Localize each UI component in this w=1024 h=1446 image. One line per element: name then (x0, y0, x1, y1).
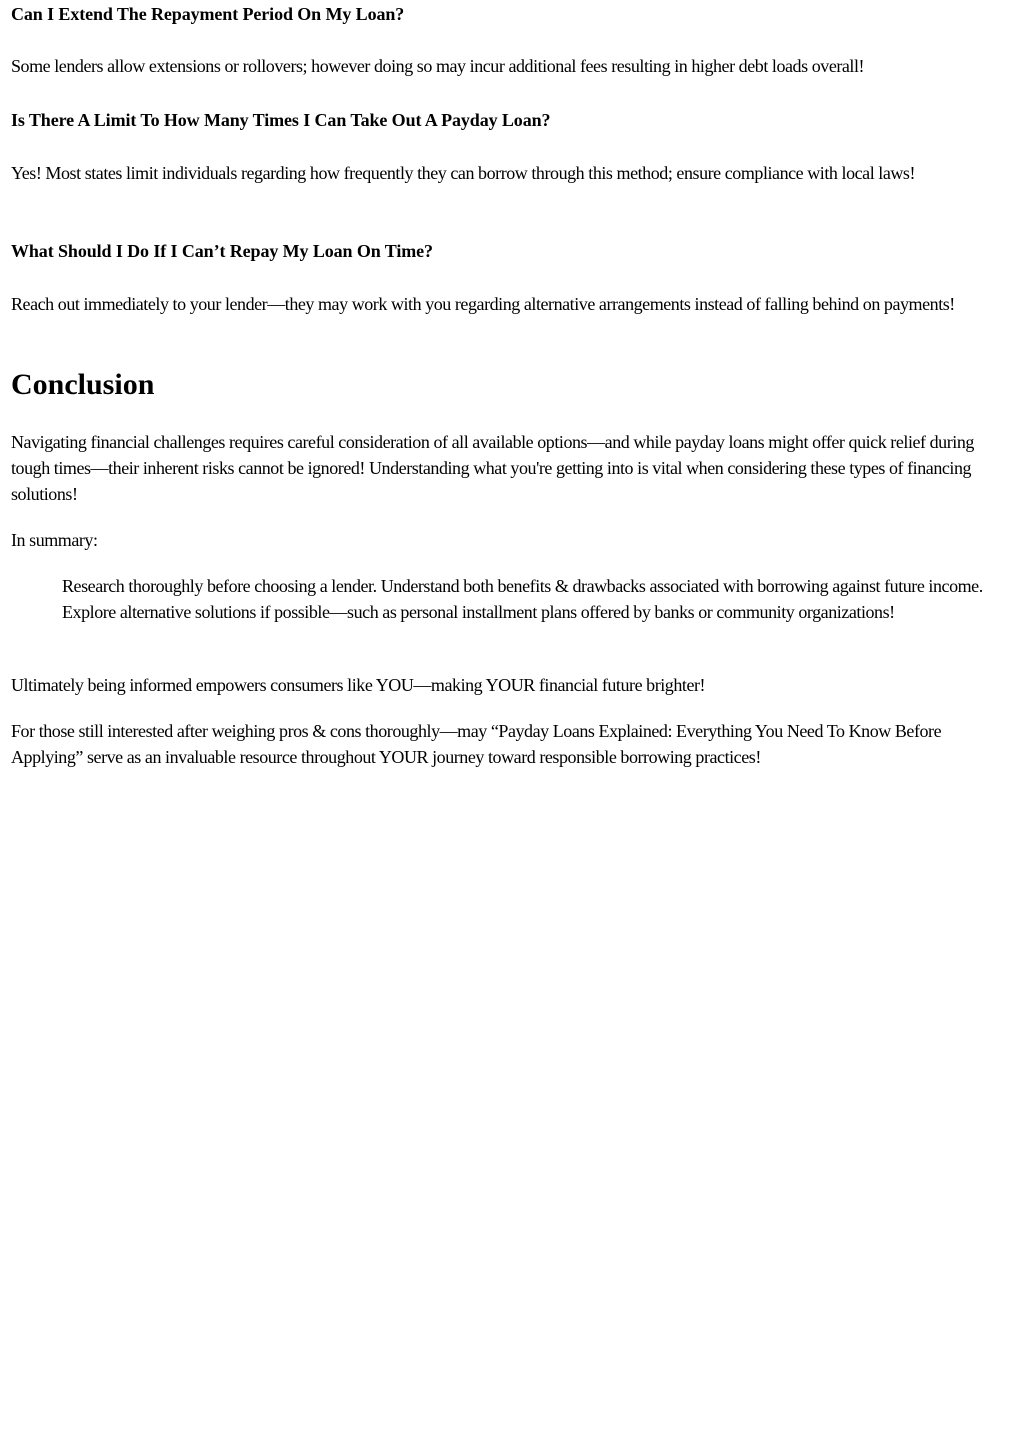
summary-quote: Research thoroughly before choosing a lender. Understand both benefits & drawbacks associated with borrowing against future income. Explore alternative solutions if possible—such as personal installment plans offered by banks or community organizations! (62, 576, 983, 622)
conclusion-heading: Conclusion (11, 368, 155, 401)
faq-question-cant-repay: What Should I Do If I Can’t Repay My Loan On Time? (11, 241, 433, 261)
summary-label: In summary: (11, 530, 98, 550)
closing-paragraph-resource: For those still interested after weighing pros & cons thoroughly—may “Payday Loans Explained: Everything You Need To Know Before Applying” serve as an invaluable resource throughout YOUR journey toward responsible borrowing practices! (11, 721, 942, 767)
faq-question-loan-limit: Is There A Limit To How Many Times I Can Take Out A Payday Loan? (11, 110, 551, 130)
faq-question-extend-repayment: Can I Extend The Repayment Period On My Loan? (11, 4, 405, 24)
faq-answer-loan-limit: Yes! Most states limit individuals regarding how frequently they can borrow through this method; ensure compliance with local laws! (11, 163, 916, 183)
closing-paragraph-informed: Ultimately being informed empowers consumers like YOU—making YOUR financial future brighter! (11, 675, 706, 695)
faq-answer-cant-repay: Reach out immediately to your lender—they may work with you regarding alternative arrangements instead of falling behind on payments! (11, 294, 955, 314)
conclusion-intro: Navigating financial challenges requires careful consideration of all available options—and while payday loans might offer quick relief during tough times—their inherent risks cannot be ignored! Understanding what you're getting into is vital when considering these types of financing solutions! (11, 432, 974, 504)
faq-answer-extend-repayment: Some lenders allow extensions or rollovers; however doing so may incur additional fees resulting in higher debt loads overall! (11, 56, 865, 76)
